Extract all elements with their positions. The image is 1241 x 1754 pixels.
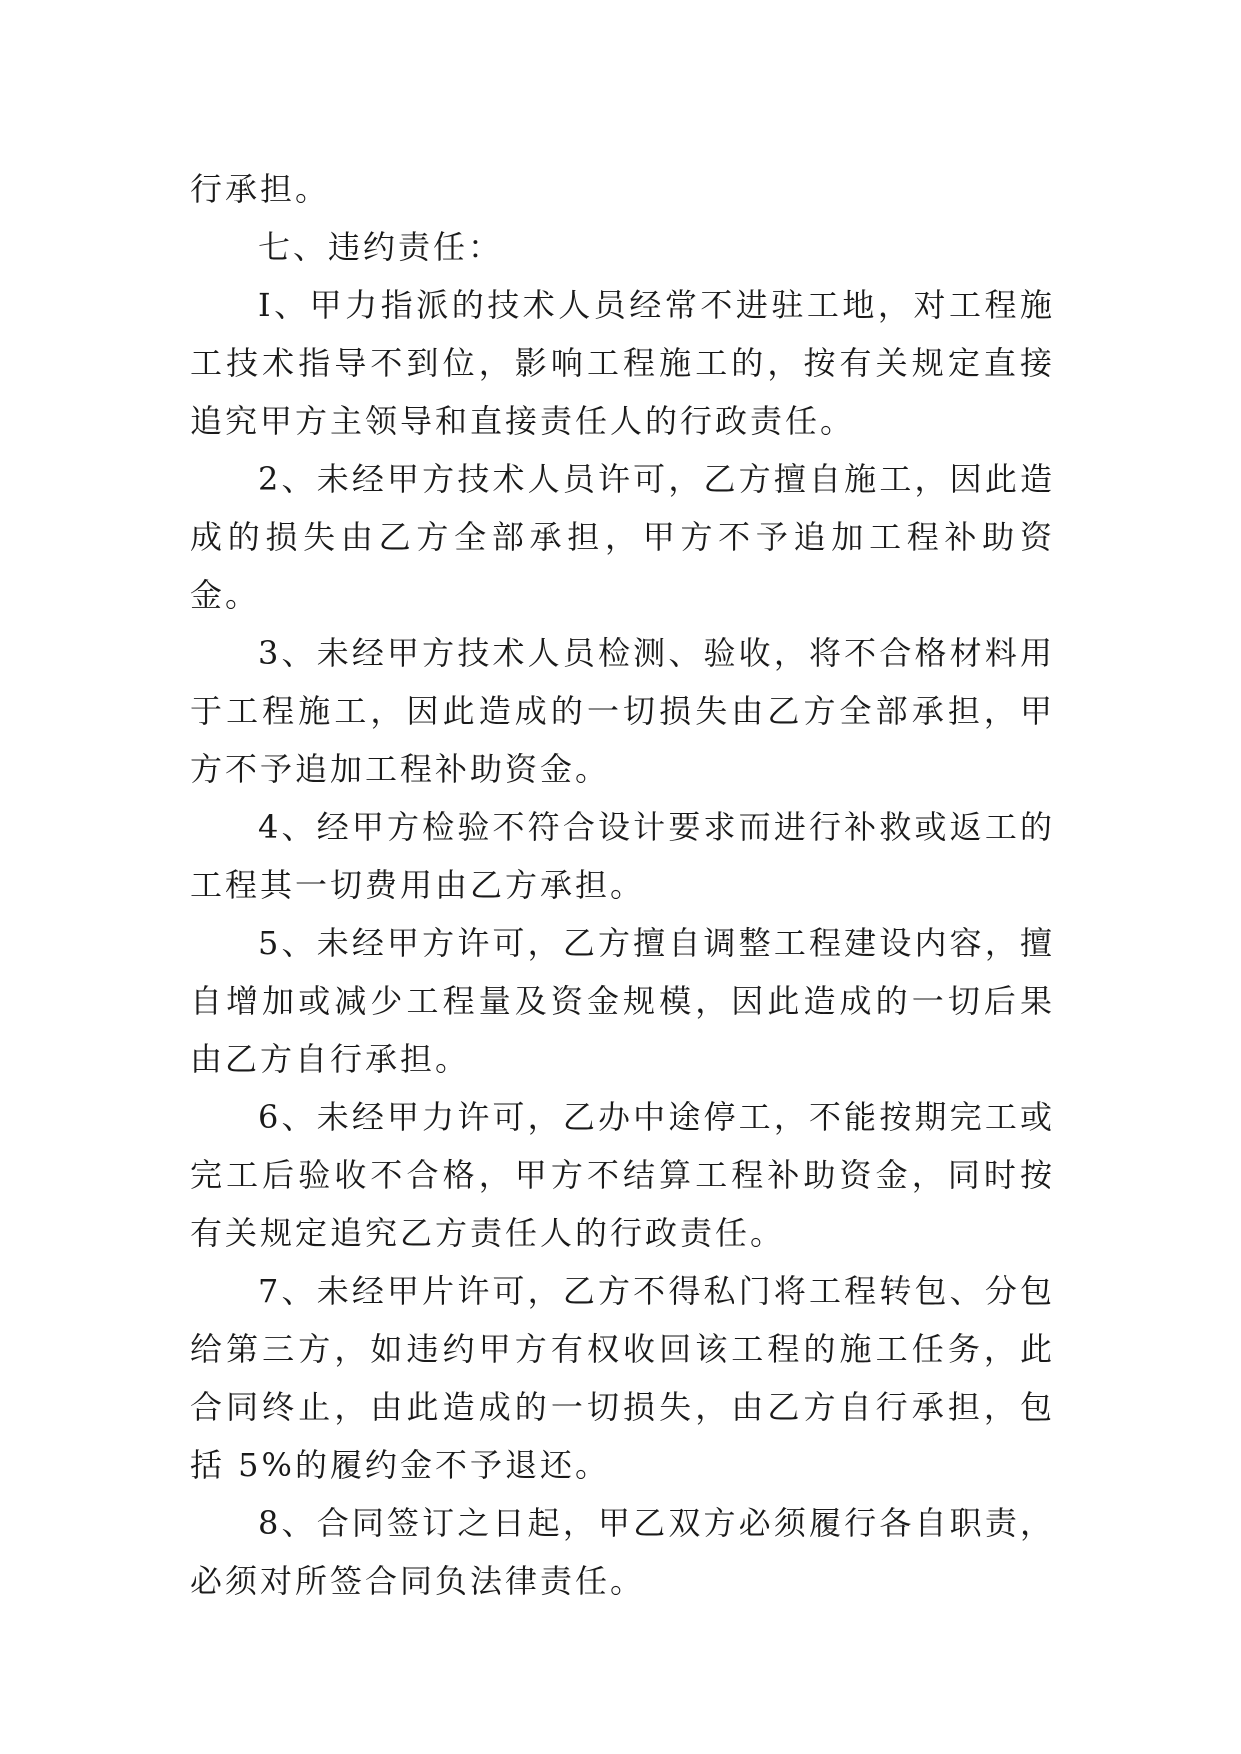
clause-7: 7、未经甲片许可，乙方不得私门将工程转包、分包给第三方，如违约甲方有权收回该工程的施工任务，此合同终止，由此造成的一切损失，由乙方自行承担，包括 5%的履约金不予退还。 <box>190 1272 1055 1484</box>
section-heading-breach-liability: 七、违约责任： <box>258 228 504 266</box>
clause-4: 4、经甲方检验不符合设计要求而进行补救或返工的工程其一切费用由乙方承担。 <box>190 808 1055 904</box>
clause-8: 8、合同签订之日起，甲乙双方必须履行各自职责，必须对所签合同负法律责任。 <box>190 1504 1055 1600</box>
clause-2: 2、未经甲方技术人员许可，乙方擅自施工，因此造成的损失由乙方全部承担，甲方不予追加工程补助资金。 <box>190 460 1055 614</box>
document-body <box>190 160 1055 1610</box>
clause-3: 3、未经甲方技术人员检测、验收，将不合格材料用于工程施工，因此造成的一切损失由乙方全部承担，甲方不予追加工程补助资金。 <box>190 634 1055 788</box>
paragraph-continuation: 行承担。 <box>190 170 331 208</box>
clause-1: I、甲力指派的技术人员经常不进驻工地，对工程施工技术指导不到位，影响工程施工的，按有关规定直接追究甲方主领导和直接责任人的行政责任。 <box>190 286 1055 440</box>
clause-6: 6、未经甲力许可，乙办中途停工，不能按期完工或完工后验收不合格，甲方不结算工程补助资金，同时按有关规定追究乙方责任人的行政责任。 <box>190 1098 1055 1252</box>
clause-5: 5、未经甲方许可，乙方擅自调整工程建设内容，擅自增加或减少工程量及资金规模，因此造成的一切后果由乙方自行承担。 <box>190 924 1055 1078</box>
